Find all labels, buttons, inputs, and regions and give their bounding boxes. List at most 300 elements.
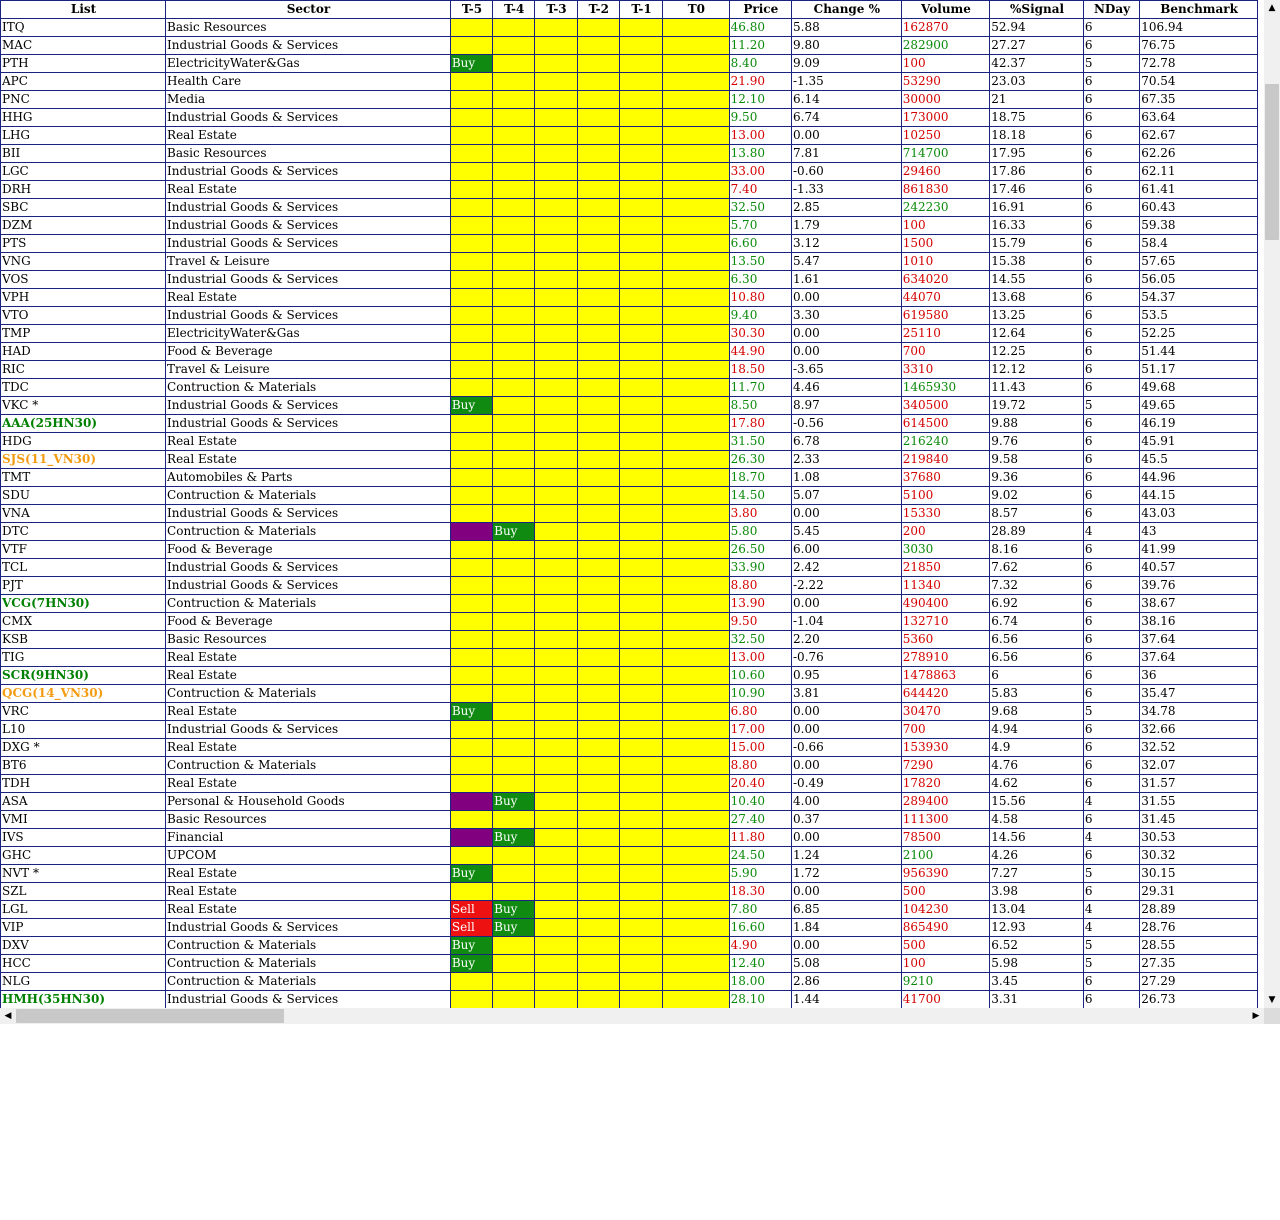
nday-cell: 6 [1083,541,1139,559]
signal-cell-t1 [619,775,662,793]
signal-cell-t0 [663,973,729,991]
nday-cell: 6 [1083,577,1139,595]
signal-cell-t3 [535,793,577,811]
list-symbol[interactable]: VNG [1,253,166,271]
horizontal-scroll-thumb[interactable] [16,1009,284,1023]
signal-cell-t1 [619,325,662,343]
volume-cell: 242230 [901,199,990,217]
nday-cell: 6 [1083,181,1139,199]
signal-cell-t1 [619,91,662,109]
signal-cell-t5 [450,757,492,775]
signal-percent-cell: 6.56 [990,649,1084,667]
change-cell: 0.95 [792,667,902,685]
signal-cell-t4 [493,883,535,901]
benchmark-cell: 57.65 [1140,253,1258,271]
col-header-benchmark[interactable]: Benchmark [1140,1,1258,19]
signal-cell-t1 [619,163,662,181]
volume-cell: 132710 [901,613,990,631]
list-symbol[interactable]: BT6 [1,757,166,775]
volume-cell: 7290 [901,757,990,775]
signal-cell-t3 [535,991,577,1009]
sector-cell: Financial [166,829,451,847]
change-cell: 6.00 [792,541,902,559]
list-symbol[interactable]: IVS [1,829,166,847]
signal-cell-t1 [619,649,662,667]
list-symbol[interactable]: TMT [1,469,166,487]
list-symbol[interactable]: VCG(7HN30) [1,595,166,613]
list-symbol[interactable]: LHG [1,127,166,145]
list-symbol[interactable]: HMH(35HN30) [1,991,166,1009]
volume-cell: 289400 [901,793,990,811]
signal-cell-t5 [450,883,492,901]
benchmark-cell: 62.67 [1140,127,1258,145]
table-row [1,469,1258,487]
col-header-signal[interactable]: %Signal [990,1,1084,19]
signal-cell-t5 [450,811,492,829]
signal-cell-t4: Buy [493,829,535,847]
list-symbol[interactable]: HHG [1,109,166,127]
price-cell: 32.50 [729,199,791,217]
nday-cell: 6 [1083,595,1139,613]
change-cell: 0.00 [792,757,902,775]
sector-cell: Real Estate [166,433,451,451]
signal-cell-t2 [577,595,619,613]
signal-cell-t4 [493,181,535,199]
list-symbol[interactable]: LGL [1,901,166,919]
signal-cell-t2 [577,361,619,379]
signal-cell-t3 [535,577,577,595]
signal-cell-t4 [493,163,535,181]
table-row [1,883,1258,901]
benchmark-cell: 37.64 [1140,631,1258,649]
change-cell: -2.22 [792,577,902,595]
signal-cell-t3 [535,523,577,541]
signal-cell-t3 [535,289,577,307]
signal-cell-t1 [619,973,662,991]
signal-cell-t5 [450,829,492,847]
signal-cell-t5 [450,199,492,217]
scroll-down-arrow-icon[interactable]: ▼ [1264,992,1280,1008]
signal-percent-cell: 14.55 [990,271,1084,289]
list-symbol[interactable]: VTF [1,541,166,559]
change-cell: 0.00 [792,721,902,739]
price-cell: 6.60 [729,235,791,253]
signal-cell-t4 [493,397,535,415]
list-symbol[interactable]: ASA [1,793,166,811]
signal-cell-t0 [663,145,729,163]
change-cell: 6.74 [792,109,902,127]
signal-cell-t3 [535,865,577,883]
signal-cell-t3 [535,397,577,415]
table-row [1,739,1258,757]
sector-cell: Contruction & Materials [166,937,451,955]
benchmark-cell: 67.35 [1140,91,1258,109]
list-symbol[interactable]: SDU [1,487,166,505]
list-symbol[interactable]: PNC [1,91,166,109]
signal-percent-cell: 4.9 [990,739,1084,757]
signal-cell-t5 [450,487,492,505]
col-header-t2[interactable]: T-2 [577,1,619,19]
price-cell: 32.50 [729,631,791,649]
scroll-up-arrow-icon[interactable]: ▲ [1264,0,1280,16]
price-cell: 13.00 [729,127,791,145]
change-cell: 9.09 [792,55,902,73]
signal-percent-cell: 23.03 [990,73,1084,91]
nday-cell: 6 [1083,811,1139,829]
volume-cell: 162870 [901,19,990,37]
sector-cell: Basic Resources [166,19,451,37]
table-row [1,307,1258,325]
volume-cell: 11340 [901,577,990,595]
signal-cell-t2 [577,685,619,703]
list-symbol[interactable]: PTS [1,235,166,253]
change-cell: -1.04 [792,613,902,631]
nday-cell: 6 [1083,253,1139,271]
col-header-t4[interactable]: T-4 [493,1,535,19]
list-symbol[interactable]: VOS [1,271,166,289]
list-symbol[interactable]: BII [1,145,166,163]
sector-cell: Food & Beverage [166,613,451,631]
table-row [1,811,1258,829]
signal-cell-t3 [535,739,577,757]
list-symbol[interactable]: TDC [1,379,166,397]
nday-cell: 6 [1083,73,1139,91]
signal-cell-t5 [450,19,492,37]
sector-cell: Contruction & Materials [166,685,451,703]
signal-cell-t2 [577,37,619,55]
change-cell: 0.00 [792,703,902,721]
list-symbol[interactable]: HAD [1,343,166,361]
list-symbol[interactable]: VIP [1,919,166,937]
benchmark-cell: 37.64 [1140,649,1258,667]
list-symbol[interactable]: HCC [1,955,166,973]
volume-cell: 30470 [901,703,990,721]
change-cell: -0.49 [792,775,902,793]
signal-cell-t5 [450,649,492,667]
signal-cell-t5 [450,685,492,703]
col-header-volume[interactable]: Volume [901,1,990,19]
sector-cell: Industrial Goods & Services [166,415,451,433]
list-symbol[interactable]: VRC [1,703,166,721]
list-symbol[interactable]: GHC [1,847,166,865]
list-symbol[interactable]: DXG * [1,739,166,757]
signal-percent-cell: 14.56 [990,829,1084,847]
list-symbol[interactable]: VKC * [1,397,166,415]
nday-cell: 6 [1083,991,1139,1009]
signal-cell-t3 [535,433,577,451]
list-symbol[interactable]: NVT * [1,865,166,883]
sector-cell: Automobiles & Parts [166,469,451,487]
signal-cell-t3 [535,307,577,325]
signal-cell-t1 [619,757,662,775]
signal-cell-t5 [450,613,492,631]
nday-cell: 6 [1083,217,1139,235]
signal-cell-t0 [663,433,729,451]
signal-cell-t4 [493,343,535,361]
price-cell: 3.80 [729,505,791,523]
price-cell: 9.50 [729,109,791,127]
table-row [1,19,1258,37]
signal-cell-t4 [493,127,535,145]
scroll-left-arrow-icon[interactable]: ◀ [4,1011,12,1021]
signal-cell-t2 [577,91,619,109]
col-header-nday[interactable]: NDay [1083,1,1139,19]
signal-cell-t0 [663,325,729,343]
sector-cell: Real Estate [166,775,451,793]
price-cell: 31.50 [729,433,791,451]
change-cell: 4.00 [792,793,902,811]
volume-cell: 714700 [901,145,990,163]
col-header-t0[interactable]: T0 [663,1,729,19]
signal-cell-t0 [663,721,729,739]
benchmark-cell: 59.38 [1140,217,1258,235]
price-cell: 8.80 [729,577,791,595]
list-symbol[interactable]: CMX [1,613,166,631]
change-cell: -0.76 [792,649,902,667]
list-symbol[interactable]: APC [1,73,166,91]
scroll-right-arrow-icon[interactable]: ▶ [1252,1011,1260,1021]
sector-cell: Real Estate [166,127,451,145]
signal-cell-t4 [493,253,535,271]
change-cell: 2.42 [792,559,902,577]
price-cell: 30.30 [729,325,791,343]
list-symbol[interactable]: TCL [1,559,166,577]
table-row [1,73,1258,91]
change-cell: 1.24 [792,847,902,865]
signal-cell-t4: Buy [493,901,535,919]
list-symbol[interactable]: PJT [1,577,166,595]
list-symbol[interactable]: VTO [1,307,166,325]
volume-cell: 100 [901,55,990,73]
signal-percent-cell: 4.26 [990,847,1084,865]
signal-cell-t2 [577,415,619,433]
col-header-t1[interactable]: T-1 [619,1,662,19]
list-symbol[interactable]: L10 [1,721,166,739]
vertical-scroll-thumb[interactable] [1265,84,1279,240]
signal-cell-t2 [577,73,619,91]
col-header-sector[interactable]: Sector [166,1,451,19]
benchmark-cell: 56.05 [1140,271,1258,289]
signal-cell-t3 [535,19,577,37]
list-symbol[interactable]: AAA(25HN30) [1,415,166,433]
price-cell: 10.90 [729,685,791,703]
sector-cell: Real Estate [166,883,451,901]
sector-cell: Industrial Goods & Services [166,307,451,325]
list-symbol[interactable]: SCR(9HN30) [1,667,166,685]
benchmark-cell: 38.67 [1140,595,1258,613]
signal-cell-t4 [493,415,535,433]
signal-cell-t1 [619,631,662,649]
col-header-price[interactable]: Price [729,1,791,19]
nday-cell: 5 [1083,397,1139,415]
table-row [1,937,1258,955]
signal-cell-t3 [535,937,577,955]
volume-cell: 340500 [901,397,990,415]
signal-cell-t0 [663,415,729,433]
signal-cell-t0 [663,595,729,613]
change-cell: 2.20 [792,631,902,649]
price-cell: 18.00 [729,973,791,991]
signal-cell-t5 [450,631,492,649]
list-symbol[interactable]: MAC [1,37,166,55]
list-symbol[interactable]: QCG(14_VN30) [1,685,166,703]
list-symbol[interactable]: VPH [1,289,166,307]
signal-cell-t0 [663,559,729,577]
col-header-change[interactable]: Change % [792,1,902,19]
volume-cell: 30000 [901,91,990,109]
list-symbol[interactable]: SJS(11_VN30) [1,451,166,469]
signal-cell-t1 [619,613,662,631]
signal-cell-t5 [450,325,492,343]
list-symbol[interactable]: RIC [1,361,166,379]
list-symbol[interactable]: DTC [1,523,166,541]
list-symbol[interactable]: SBC [1,199,166,217]
signal-cell-t4 [493,289,535,307]
signal-percent-cell: 8.57 [990,505,1084,523]
scrollbar-corner [1264,1008,1280,1024]
signal-cell-t2 [577,451,619,469]
vertical-scrollbar[interactable] [1264,0,1280,1008]
signal-cell-t2 [577,829,619,847]
list-symbol[interactable]: NLG [1,973,166,991]
list-symbol[interactable]: TIG [1,649,166,667]
col-header-list[interactable]: List [1,1,166,19]
price-cell: 26.50 [729,541,791,559]
signal-cell-t0 [663,865,729,883]
signal-cell-t3 [535,541,577,559]
signal-cell-t2 [577,181,619,199]
list-symbol[interactable]: DRH [1,181,166,199]
signal-cell-t1 [619,919,662,937]
change-cell: 0.37 [792,811,902,829]
signal-cell-t4 [493,973,535,991]
list-symbol[interactable]: DZM [1,217,166,235]
col-header-t3[interactable]: T-3 [535,1,577,19]
list-symbol[interactable]: DXV [1,937,166,955]
signal-cell-t2 [577,739,619,757]
nday-cell: 6 [1083,325,1139,343]
nday-cell: 6 [1083,271,1139,289]
signal-cell-t4 [493,307,535,325]
list-symbol[interactable]: HDG [1,433,166,451]
table-row [1,55,1258,73]
nday-cell: 6 [1083,469,1139,487]
signal-cell-t5: Buy [450,397,492,415]
list-symbol[interactable]: SZL [1,883,166,901]
signal-cell-t0 [663,649,729,667]
sector-cell: Industrial Goods & Services [166,991,451,1009]
signal-percent-cell: 12.25 [990,343,1084,361]
signal-cell-t5 [450,451,492,469]
change-cell: 7.81 [792,145,902,163]
signal-cell-t5 [450,595,492,613]
signal-cell-t1 [619,469,662,487]
price-cell: 21.90 [729,73,791,91]
signal-cell-t2 [577,289,619,307]
volume-cell: 41700 [901,991,990,1009]
signal-cell-t5 [450,541,492,559]
signal-cell-t2 [577,55,619,73]
signal-cell-t2 [577,937,619,955]
sector-cell: Industrial Goods & Services [166,163,451,181]
signal-cell-t2 [577,991,619,1009]
price-cell: 28.10 [729,991,791,1009]
benchmark-cell: 28.55 [1140,937,1258,955]
signal-percent-cell: 19.72 [990,397,1084,415]
volume-cell: 200 [901,523,990,541]
change-cell: 5.08 [792,955,902,973]
signal-cell-t1 [619,397,662,415]
benchmark-cell: 58.4 [1140,235,1258,253]
horizontal-scrollbar[interactable] [0,1008,1264,1024]
list-symbol[interactable]: TMP [1,325,166,343]
signal-cell-t5: Sell [450,919,492,937]
signal-cell-t3 [535,595,577,613]
signal-cell-t3 [535,883,577,901]
signal-percent-cell: 6.52 [990,937,1084,955]
nday-cell: 4 [1083,919,1139,937]
benchmark-cell: 49.65 [1140,397,1258,415]
list-symbol[interactable]: VNA [1,505,166,523]
list-symbol[interactable]: LGC [1,163,166,181]
signal-cell-t2 [577,109,619,127]
sector-cell: Contruction & Materials [166,523,451,541]
sector-cell: Real Estate [166,667,451,685]
table-row [1,37,1258,55]
signal-cell-t5 [450,91,492,109]
benchmark-cell: 44.15 [1140,487,1258,505]
signal-cell-t2 [577,631,619,649]
benchmark-cell: 70.54 [1140,73,1258,91]
signal-percent-cell: 9.76 [990,433,1084,451]
signal-cell-t0 [663,451,729,469]
signal-cell-t0 [663,757,729,775]
list-symbol[interactable]: PTH [1,55,166,73]
signal-cell-t2 [577,559,619,577]
sector-cell: Industrial Goods & Services [166,235,451,253]
signal-cell-t3 [535,757,577,775]
list-symbol[interactable]: ITQ [1,19,166,37]
nday-cell: 6 [1083,289,1139,307]
signal-cell-t5 [450,469,492,487]
sector-cell: ElectricityWater&Gas [166,55,451,73]
signal-cell-t1 [619,217,662,235]
benchmark-cell: 62.11 [1140,163,1258,181]
list-symbol[interactable]: KSB [1,631,166,649]
signal-cell-t0 [663,523,729,541]
signal-cell-t0 [663,775,729,793]
change-cell: 5.07 [792,487,902,505]
price-cell: 12.40 [729,955,791,973]
col-header-t5[interactable]: T-5 [450,1,492,19]
signal-percent-cell: 3.98 [990,883,1084,901]
benchmark-cell: 63.64 [1140,109,1258,127]
signal-cell-t4 [493,433,535,451]
list-symbol[interactable]: VMI [1,811,166,829]
nday-cell: 6 [1083,433,1139,451]
benchmark-cell: 32.52 [1140,739,1258,757]
nday-cell: 6 [1083,757,1139,775]
signal-cell-t4 [493,577,535,595]
volume-cell: 216240 [901,433,990,451]
sector-cell: Food & Beverage [166,343,451,361]
signal-cell-t1 [619,37,662,55]
signal-cell-t4 [493,775,535,793]
signal-cell-t0 [663,667,729,685]
list-symbol[interactable]: TDH [1,775,166,793]
volume-cell: 2100 [901,847,990,865]
price-cell: 18.50 [729,361,791,379]
